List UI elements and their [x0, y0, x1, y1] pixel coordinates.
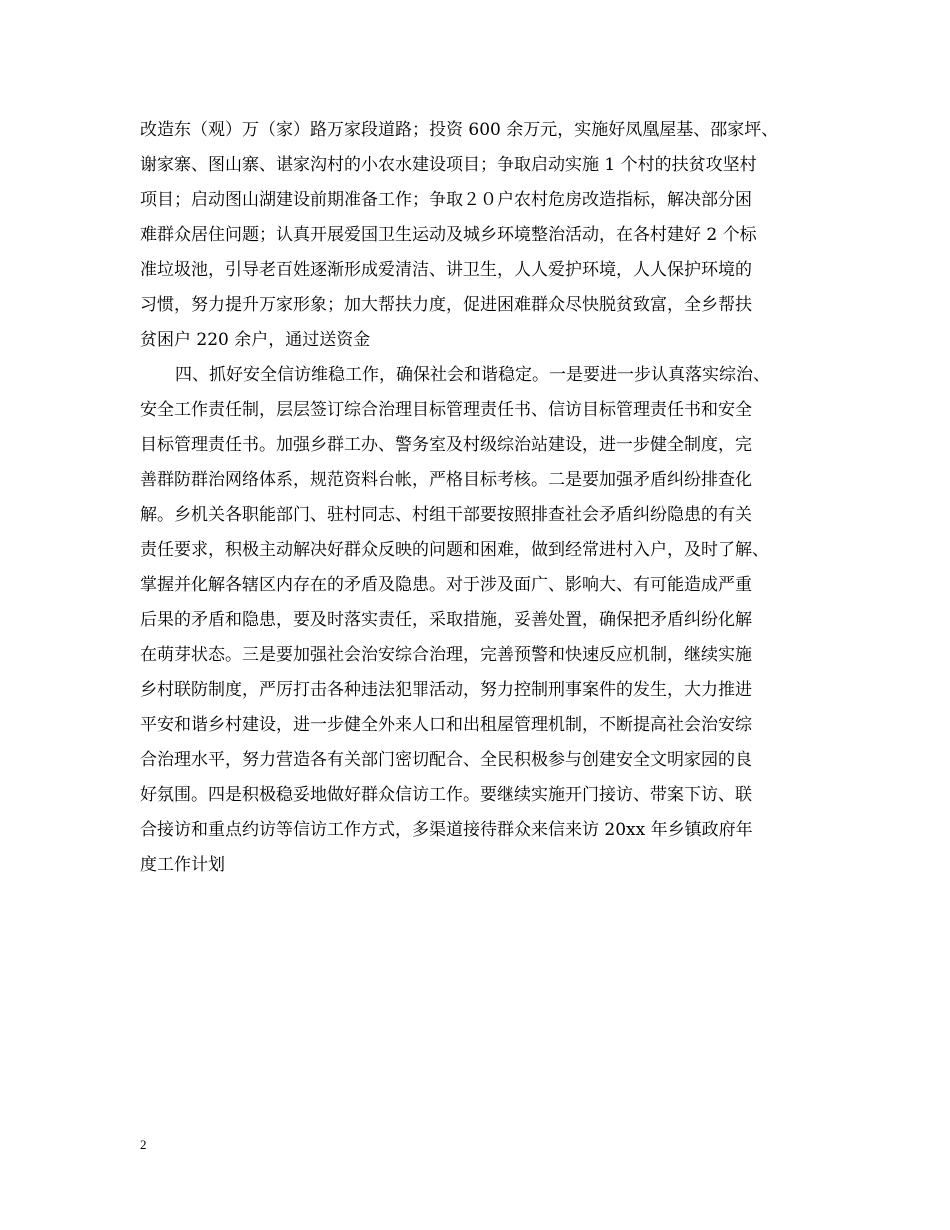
paragraph-2-line-2: 安全工作责任制，层层签订综合治理目标管理责任书、信访目标管理责任书和安全	[140, 400, 752, 420]
paragraph-2-line-1: 四、抓好安全信访维稳工作，确保社会和谐稳定。一是要进一步认真落实综治、	[175, 365, 770, 385]
paragraph-1-line-1: 改造东（观）万（家）路万家段道路；投资 600 余万元，实施好凤凰屋基、邵家坪、	[140, 120, 779, 140]
paragraph-1-line-2: 谢家寨、图山寨、谌家沟村的小农水建设项目；争取启动实施 1 个村的扶贫攻坚村	[140, 155, 757, 175]
paragraph-2-line-13: 好氛围。四是积极稳妥地做好群众信访工作。要继续实施开门接访、带案下访、联	[140, 785, 752, 805]
paragraph-2-line-10: 乡村联防制度，严厉打击各种违法犯罪活动，努力控制刑事案件的发生，大力推进	[140, 680, 752, 700]
paragraph-2-line-15: 度工作计划	[140, 855, 225, 875]
paragraph-2-line-4: 善群防群治网络体系，规范资料台帐，严格目标考核。二是要加强矛盾纠纷排查化	[140, 470, 752, 490]
paragraph-2-line-11: 平安和谐乡村建设，进一步健全外来人口和出租屋管理机制，不断提高社会治安综	[140, 715, 752, 735]
paragraph-2-line-5: 解。乡机关各职能部门、驻村同志、村组干部要按照排查社会矛盾纠纷隐患的有关	[140, 505, 752, 525]
paragraph-2-line-3: 目标管理责任书。加强乡群工办、警务室及村级综治站建设，进一步健全制度，完	[140, 435, 752, 455]
paragraph-1-line-3: 项目；启动图山湖建设前期准备工作；争取２０户农村危房改造指标，解决部分困	[140, 190, 752, 210]
paragraph-2-line-8: 后果的矛盾和隐患，要及时落实责任，采取措施，妥善处置，确保把矛盾纠纷化解	[140, 610, 752, 630]
paragraph-2-line-7: 掌握并化解各辖区内存在的矛盾及隐患。对于涉及面广、影响大、有可能造成严重	[140, 575, 752, 595]
paragraph-1-line-6: 习惯，努力提升万家形象；加大帮扶力度，促进困难群众尽快脱贫致富，全乡帮扶	[140, 295, 752, 315]
paragraph-2-line-6: 责任要求，积极主动解决好群众反映的问题和困难，做到经常进村入户，及时了解、	[140, 540, 769, 560]
paragraph-2-line-14: 合接访和重点约访等信访工作方式，多渠道接待群众来信来访 20xx 年乡镇政府年	[140, 820, 753, 840]
page-number: 2	[140, 1137, 147, 1152]
paragraph-2-line-9: 在萌芽状态。三是要加强社会治安综合治理，完善预警和快速反应机制，继续实施	[140, 645, 752, 665]
paragraph-1-line-5: 准垃圾池，引导老百姓逐渐形成爱清洁、讲卫生，人人爱护环境，人人保护环境的	[140, 260, 752, 280]
paragraph-1-line-7: 贫困户 220 余户，通过送资金	[140, 330, 371, 350]
paragraph-2-line-12: 合治理水平，努力营造各有关部门密切配合、全民积极参与创建安全文明家园的良	[140, 750, 752, 770]
paragraph-1-line-4: 难群众居住问题；认真开展爱国卫生运动及城乡环境整治活动，在各村建好 2 个标	[140, 225, 757, 245]
